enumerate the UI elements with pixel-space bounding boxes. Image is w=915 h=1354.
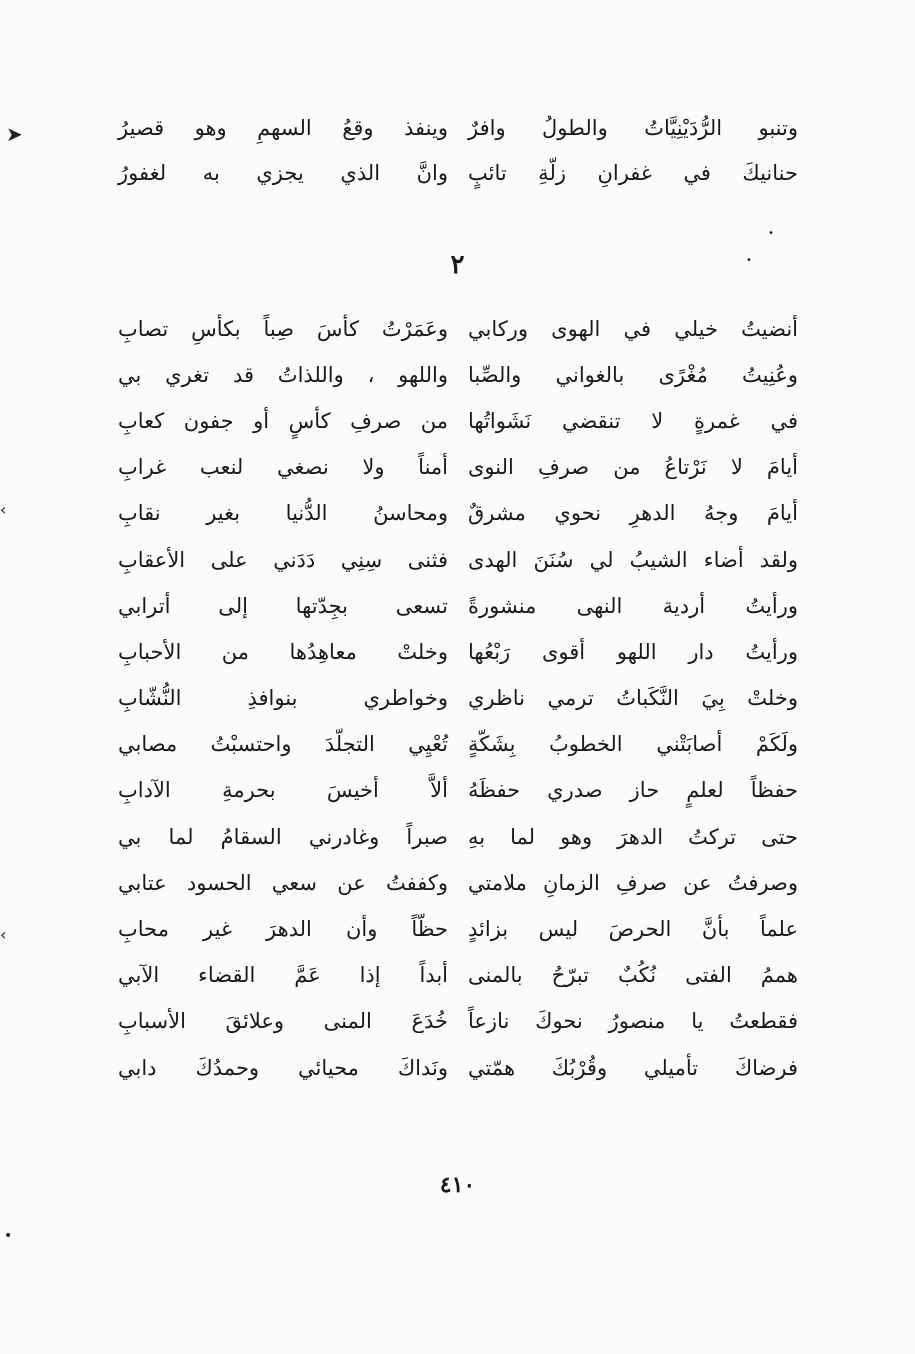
second-hemistich: خُدَعَ المنى وعلائقَ الأسبابِ	[118, 1009, 448, 1034]
second-hemistich: وانَّ الذي يجزي به لغفورُ	[118, 161, 448, 185]
verse-row	[118, 106, 798, 151]
second-hemistich: وخلتْ معاهِدُها من الأحبابِ	[118, 639, 448, 664]
second-hemistich: وخواطري بنوافذِ النُّشّابِ	[118, 686, 448, 711]
second-hemistich: من صرفِ كأسٍ أو جفون كعابِ	[118, 408, 448, 433]
first-hemistich: هممُ الفتى نُكُبٌ تبرّحُ بالمنى	[468, 963, 798, 988]
verse-row	[118, 1045, 798, 1091]
second-hemistich: تُعْيِي التجلّدَ واحتسبْتُ مصابي	[118, 732, 448, 757]
verse-row	[118, 768, 798, 814]
first-hemistich: فرضاكَ تأميلي وقُرْبُكَ همّتي	[468, 1055, 798, 1080]
second-hemistich: أبداً إذا عَمَّ القضاء الآبي	[118, 963, 448, 988]
first-hemistich: أيامَ لا نَرْتاعُ من صرفِ النوى	[468, 455, 798, 480]
second-hemistich: واللهو ، واللذاتُ قد تغري بي	[118, 362, 448, 387]
second-hemistich: ونَداكَ محيائي وحمدُكَ دابي	[118, 1055, 448, 1080]
first-hemistich: أنضيتُ خيلي في الهوى وركابي	[468, 316, 798, 341]
margin-arrow-icon: ➤	[6, 122, 23, 146]
verse-row	[118, 953, 798, 999]
first-hemistich: علماً بأنَّ الحرصَ ليس بزائدٍ	[468, 917, 798, 942]
second-hemistich: وينفذ وقعُ السهمِ وهو قصيرُ	[118, 116, 448, 140]
verse-row	[118, 906, 798, 952]
verse-row	[118, 445, 798, 491]
first-hemistich: حنانيكَ في غفرانِ زلّةِ تائبٍ	[468, 161, 798, 185]
first-hemistich: ولَكَمْ أصابَتْني الخطوبُ بِشَكّةٍ	[468, 732, 798, 757]
poem-verses	[118, 306, 798, 1091]
first-hemistich: ورأيتُ أردية النهى منشورةً	[468, 593, 798, 618]
first-hemistich: حتى تركتُ الدهرَ وهو لما بهِ	[468, 824, 798, 849]
section-number: ٢	[450, 250, 465, 280]
second-hemistich: صبراً وغادرني السقامُ لما بي	[118, 824, 448, 849]
second-hemistich: تسعى بجِدّتها إلى أترابي	[118, 593, 448, 618]
verse-row	[118, 151, 798, 196]
first-hemistich: ولقد أضاء الشيبُ لي سُنَنَ الهدى	[468, 547, 798, 572]
first-hemistich: حفظاً لعلمٍ حاز صدري حفظَهُ	[468, 778, 798, 803]
verse-row	[118, 537, 798, 583]
second-hemistich: ومحاسنُ الدُّنيا بغير نقابِ	[118, 501, 448, 526]
second-hemistich: حظّاً وأن الدهرَ غير محابِ	[118, 917, 448, 942]
speck-dot-icon: •	[746, 255, 752, 266]
verse-row	[118, 999, 798, 1045]
verse-row	[118, 583, 798, 629]
verse-row	[118, 398, 798, 444]
margin-tick-icon: ‹	[0, 500, 7, 519]
second-hemistich: أمناً ولا نصغي لنعب غرابِ	[118, 455, 448, 480]
second-hemistich: فثنى سِنِي دَدَني على الأعقابِ	[118, 547, 448, 572]
opening-verses	[118, 106, 798, 196]
second-hemistich: ألاَّ أخيسَ بحرمةِ الآدابِ	[118, 778, 448, 803]
verse-row	[118, 676, 798, 722]
verse-row	[118, 814, 798, 860]
first-hemistich: ورأيتُ دار اللهو أقوى رَبْعُها	[468, 639, 798, 664]
first-hemistich: في غمرةٍ لا تنقضي نَشَواتُها	[468, 408, 798, 433]
verse-row	[118, 629, 798, 675]
second-hemistich: وكففتُ عن سعي الحسود عتابي	[118, 870, 448, 895]
second-hemistich: وعَمَرْتُ كأسَ صِباً بكأسِ تصابِ	[118, 316, 448, 341]
verse-row	[118, 722, 798, 768]
margin-dot-icon: •	[4, 1228, 13, 1244]
first-hemistich: وصرفتُ عن صرفِ الزمانِ ملامتي	[468, 870, 798, 895]
verse-row	[118, 491, 798, 537]
first-hemistich: وتنبو الرُّدَيْنِيَّاتُ والطولُ وافرٌ	[468, 116, 798, 140]
verse-row	[118, 352, 798, 398]
verse-row	[118, 306, 798, 352]
first-hemistich: وخلتْ بِيَ النَّكَباتُ ترمي ناظري	[468, 686, 798, 711]
first-hemistich: فقطعتُ يا منصورُ نحوكَ نازعاً	[468, 1009, 798, 1034]
speck-dot-icon: •	[768, 228, 774, 239]
first-hemistich: أيامَ وجهُ الدهرِ نحوي مشرقٌ	[468, 501, 798, 526]
page-number: ٤١٠	[439, 1172, 476, 1198]
margin-tick-icon: ‹	[0, 925, 7, 944]
verse-row	[118, 860, 798, 906]
first-hemistich: وعُنِيتُ مُغْرًى بالغواني والصِّبا	[468, 362, 798, 387]
